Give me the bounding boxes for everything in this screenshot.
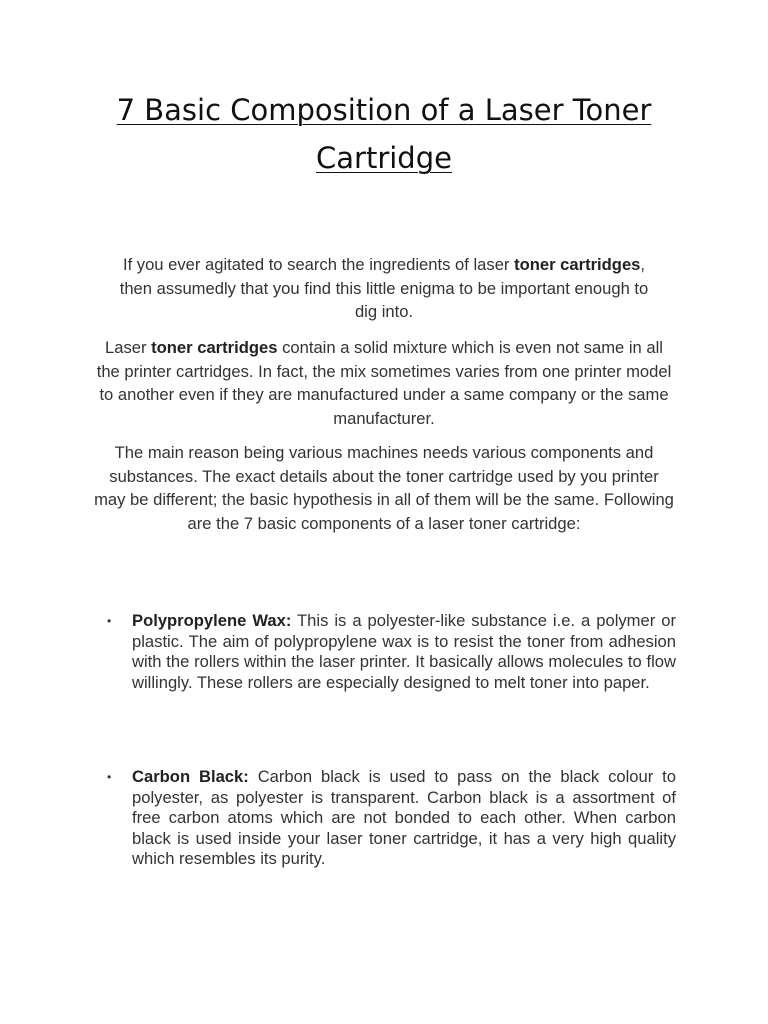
bullet-icon: • (107, 614, 112, 628)
intro-1-bold-term: toner cartridges (514, 255, 641, 274)
intro-1-text-start: If you ever agitated to search the ingredients of laser (122, 255, 515, 274)
intro-paragraph-1 (112, 253, 656, 324)
component-description: This is a polyester-like substance i.e. a polymer or plastic. The aim of polypropylene wax is to resist the toner from adhesion with the rollers within the laser printer. It basically allows molecules to flow willingly. These rollers are especially designed to melt toner into paper. (132, 611, 676, 692)
intro-2-text-start: Laser (105, 338, 152, 357)
intro-1-text-end: , then assumedly that you find this little enigma to be important enough to dig into. (119, 255, 649, 321)
component-name: Polypropylene Wax: (132, 611, 292, 630)
component-name: Carbon Black: (132, 767, 249, 786)
list-item (104, 611, 676, 693)
intro-2-text-end: contain a solid mixture which is even not same in all the printer cartridges. In fact, the mix sometimes varies from one printer model to another even if they are manufactured under a same company or the same manufacturer. (96, 338, 672, 428)
component-description: Carbon black is used to pass on the black colour to polyester, as polyester is transparent. Carbon black is a assortment of free carbon atoms which are not bonded to each other. When carbon black is used inside your laser toner cartridge, it has a very high quality which resembles its purity. (132, 767, 677, 869)
component-list-2 (104, 767, 676, 870)
component-list-1 (104, 611, 676, 693)
intro-paragraph-2 (92, 336, 676, 430)
intro-2-bold-term: toner cartridges (151, 338, 278, 357)
bullet-icon: • (107, 770, 112, 784)
document-title (100, 86, 668, 182)
document-title-text: 7 Basic Composition of a Laser Toner Cartridge (116, 93, 652, 175)
list-item (104, 767, 676, 870)
intro-paragraph-3: The main reason being various machines needs various components and substances. The exact details about the toner cartridge used by you printer may be different; the basic hypothesis in all of them will be the same. Following are the 7 basic components of a laser toner cartridge: (94, 443, 674, 533)
